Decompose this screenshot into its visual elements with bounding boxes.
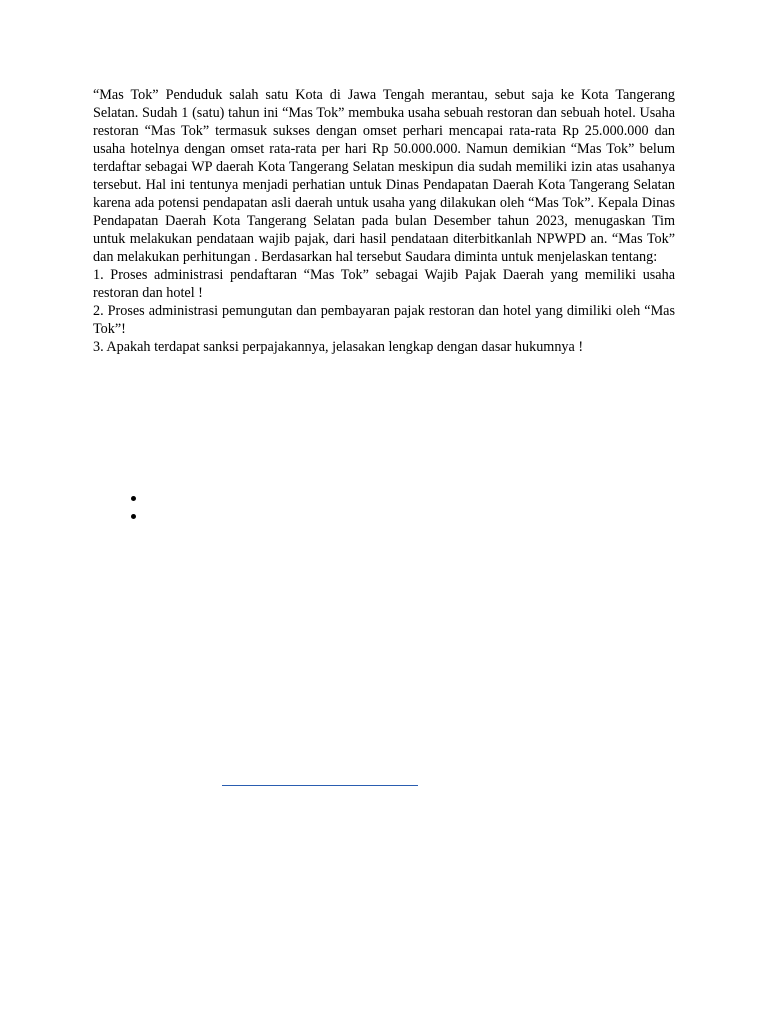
document-body (93, 86, 675, 356)
question-2: 2. Proses administrasi pemungutan dan pembayaran pajak restoran dan hotel yang dimiliki oleh “Mas Tok”! (93, 303, 675, 337)
bullet-dot-icon (131, 496, 136, 501)
bullet-dot-icon (131, 514, 136, 519)
question-3: 3. Apakah terdapat sanksi perpajakannya, jelasakan lengkap dengan dasar hukumnya ! (93, 339, 584, 355)
hyperlink-underline[interactable] (222, 785, 418, 786)
question-1: 1. Proses administrasi pendaftaran “Mas Tok” sebagai Wajib Pajak Daerah yang memiliki usaha restoran dan hotel ! (93, 267, 675, 301)
bullet-item (128, 508, 148, 526)
bullet-item (128, 490, 148, 508)
case-paragraph: “Mas Tok” Penduduk salah satu Kota di Jawa Tengah merantau, sebut saja ke Kota Tangerang Selatan. Sudah 1 (satu) tahun ini “Mas Tok” membuka usaha sebuah restoran dan sebuah hotel. Usaha restoran “Mas Tok” termasuk sukses dengan omset perhari mencapai rata-rata Rp 25.000.000 dan usaha hotelnya dengan omset rata-rata per hari Rp 50.000.000. Namun demikian “Mas Tok” belum terdaftar sebagai WP daerah Kota Tangerang Selatan meskipun dia sudah memiliki izin atas usahanya tersebut. Hal ini tentunya menjadi perhatian untuk Dinas Pendapatan Daerah Kota Tangerang Selatan karena ada potensi pendapatan asli daerah untuk usaha yang dilakukan oleh “Mas Tok”. Kepala Dinas Pendapatan Daerah Kota Tangerang Selatan pada bulan Desember tahun 2023, menugaskan Tim untuk melakukan pendataan wajib pajak, dari hasil pendataan diterbitkanlah NPWPD an. “Mas Tok” dan melakukan perhitungan . Berdasarkan hal tersebut Saudara diminta untuk menjelaskan tentang: (93, 87, 675, 265)
empty-bullet-list (128, 490, 148, 526)
